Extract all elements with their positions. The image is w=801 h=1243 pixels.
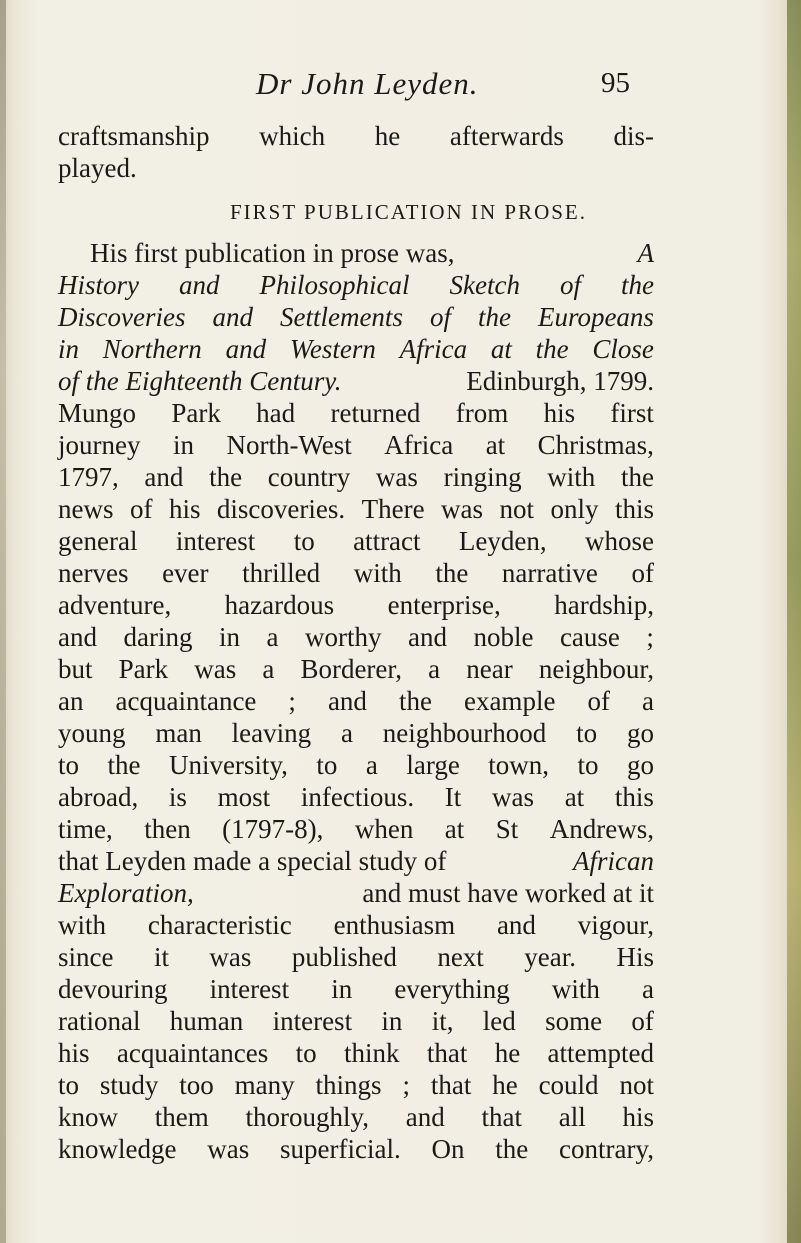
word: was xyxy=(441,494,484,524)
word: everything xyxy=(394,974,510,1004)
word: his xyxy=(543,398,576,428)
word: adventure, xyxy=(58,590,172,620)
page-right-edge xyxy=(787,0,801,1243)
word: a xyxy=(365,750,378,780)
word: ringing xyxy=(443,462,522,492)
word: leaving xyxy=(231,718,312,748)
word: interest xyxy=(272,1006,353,1036)
word: when xyxy=(354,814,414,844)
word: things xyxy=(315,1070,382,1100)
word: human xyxy=(169,1006,244,1036)
word: thoroughly, xyxy=(245,1102,369,1132)
word: and xyxy=(407,622,447,652)
word: was xyxy=(492,782,534,812)
word: the xyxy=(620,462,654,492)
text-line xyxy=(58,461,654,493)
text-line xyxy=(58,685,654,717)
word: On xyxy=(431,1134,465,1164)
word: which xyxy=(259,121,326,151)
word: of xyxy=(129,494,153,524)
word: in xyxy=(218,622,240,652)
word: Close xyxy=(592,334,654,364)
word: to xyxy=(58,750,80,780)
text-line xyxy=(58,269,654,301)
word: many xyxy=(234,1070,295,1100)
word: in xyxy=(381,1006,403,1036)
text-line xyxy=(58,749,654,781)
word: Andrews, xyxy=(549,814,654,844)
word: study xyxy=(99,1070,159,1100)
word: and xyxy=(144,462,184,492)
word: enterprise, xyxy=(387,590,501,620)
word: next xyxy=(437,942,484,972)
word: led xyxy=(482,1006,516,1036)
word: of xyxy=(631,1006,654,1036)
word: with xyxy=(353,558,402,588)
word: it, xyxy=(431,1006,454,1036)
text-line xyxy=(58,493,654,525)
word: characteristic xyxy=(147,910,292,940)
word: superficial. xyxy=(280,1134,401,1164)
word: Sketch xyxy=(449,270,520,300)
word: with xyxy=(551,974,600,1004)
text-line xyxy=(58,845,654,877)
word: in xyxy=(331,974,353,1004)
word: near xyxy=(466,654,513,684)
word: Park xyxy=(118,654,169,684)
word: the xyxy=(535,334,569,364)
text-span: His first publication in prose was, xyxy=(90,238,455,268)
text-line xyxy=(58,781,654,813)
word: published xyxy=(291,942,397,972)
text-line xyxy=(58,429,654,461)
word: think xyxy=(343,1038,400,1068)
word: some xyxy=(545,1006,603,1036)
word: to xyxy=(316,750,338,780)
word: a xyxy=(266,622,279,652)
text-line xyxy=(58,365,654,397)
text-line xyxy=(58,120,654,152)
running-head: Dr John Leyden. xyxy=(256,66,479,101)
word: a xyxy=(641,686,654,716)
word: worthy xyxy=(304,622,382,652)
word: Borderer, xyxy=(300,654,403,684)
word: general xyxy=(58,526,138,556)
word: it xyxy=(153,942,169,972)
word: Philosophical xyxy=(259,270,410,300)
word: that xyxy=(430,1070,472,1100)
word: the xyxy=(495,1134,529,1164)
page-header xyxy=(256,66,656,106)
word: a xyxy=(642,974,654,1004)
word: know xyxy=(58,1102,118,1132)
word: this xyxy=(614,782,654,812)
word: enthusiasm xyxy=(333,910,456,940)
word: attract xyxy=(353,526,421,556)
word: was xyxy=(375,462,418,492)
word: and xyxy=(179,270,220,300)
word: dis- xyxy=(613,121,654,151)
word: at xyxy=(444,814,465,844)
word: acquaintances xyxy=(116,1038,269,1068)
word: University, xyxy=(168,750,288,780)
word: the xyxy=(107,750,141,780)
word: Leyden, xyxy=(458,526,547,556)
word: to xyxy=(576,718,598,748)
word: with xyxy=(58,910,107,940)
word: of xyxy=(631,558,654,588)
word: this xyxy=(614,494,654,524)
word: to xyxy=(577,750,599,780)
word: devouring xyxy=(58,974,168,1004)
page-left-edge xyxy=(0,0,6,1243)
word: not xyxy=(619,1070,654,1100)
word: thrilled xyxy=(242,558,321,588)
italic-span: Exploration, xyxy=(58,878,194,908)
word: at xyxy=(485,430,506,460)
word: go xyxy=(627,750,654,780)
word: infectious. xyxy=(300,782,415,812)
word: his xyxy=(58,1038,90,1068)
text-line xyxy=(58,1005,654,1037)
word: with xyxy=(547,462,596,492)
word: afterwards xyxy=(449,121,564,151)
word: There xyxy=(361,494,425,524)
word: Discoveries xyxy=(58,302,186,332)
text-line xyxy=(58,301,654,333)
word: the xyxy=(209,462,243,492)
word: them xyxy=(154,1102,209,1132)
paragraph-main xyxy=(58,237,654,1165)
italic-span: of the Eighteenth Century. xyxy=(58,366,342,396)
italic-span: African xyxy=(573,846,654,876)
paragraph-continuation xyxy=(58,120,654,184)
word: neighbourhood xyxy=(382,718,547,748)
word: town, xyxy=(488,750,550,780)
word: go xyxy=(626,718,654,748)
word: time, xyxy=(58,814,113,844)
word: had xyxy=(256,398,296,428)
word: country xyxy=(267,462,351,492)
word: Africa xyxy=(384,430,454,460)
text-line: played. xyxy=(58,153,137,183)
word: of xyxy=(587,686,610,716)
word: neighbour, xyxy=(538,654,654,684)
text-line xyxy=(58,1037,654,1069)
word: at xyxy=(490,334,512,364)
word: of xyxy=(429,302,451,332)
word: ; xyxy=(646,622,654,652)
word: an xyxy=(58,686,84,716)
word: craftsmanship xyxy=(58,121,210,151)
word: not xyxy=(499,494,535,524)
word: large xyxy=(406,750,460,780)
word: It xyxy=(444,782,462,812)
text-line xyxy=(58,525,654,557)
word: he xyxy=(492,1070,518,1100)
word: St xyxy=(495,814,519,844)
word: in xyxy=(172,430,194,460)
text-line xyxy=(58,1069,654,1101)
word: journey xyxy=(58,430,141,460)
word: then xyxy=(144,814,191,844)
word: and xyxy=(327,686,367,716)
word: rational xyxy=(58,1006,141,1036)
word: Settlements xyxy=(279,302,403,332)
word: the xyxy=(620,270,654,300)
word: nerves xyxy=(58,558,129,588)
word: ; xyxy=(402,1070,410,1100)
word: a xyxy=(262,654,275,684)
word: young xyxy=(58,718,126,748)
word: he xyxy=(494,1038,521,1068)
page-number: 95 xyxy=(601,67,630,99)
word: knowledge xyxy=(58,1134,177,1164)
word: man xyxy=(155,718,202,748)
word: vigour, xyxy=(577,910,654,940)
word: the xyxy=(435,558,469,588)
text-line xyxy=(58,813,654,845)
word: contrary, xyxy=(559,1134,654,1164)
word: in xyxy=(58,334,80,364)
text-line xyxy=(58,333,654,365)
word: Western xyxy=(289,334,376,364)
word: but xyxy=(58,654,93,684)
word: Europeans xyxy=(537,302,654,332)
word: most xyxy=(217,782,271,812)
word: the xyxy=(477,302,511,332)
word: that xyxy=(426,1038,468,1068)
word: ; xyxy=(288,686,296,716)
word: interest xyxy=(175,526,256,556)
word: hazardous xyxy=(224,590,335,620)
word: that xyxy=(481,1102,522,1132)
word: a xyxy=(340,718,353,748)
word: he xyxy=(374,121,401,151)
word: 1797, xyxy=(58,462,119,492)
word: interest xyxy=(209,974,290,1004)
word: could xyxy=(538,1070,599,1100)
word: a xyxy=(428,654,441,684)
word: too xyxy=(179,1070,214,1100)
word: was xyxy=(194,654,237,684)
text-span: and must have worked at it xyxy=(362,878,654,908)
word: His xyxy=(616,942,654,972)
word: narrative xyxy=(501,558,598,588)
text-line xyxy=(58,621,654,653)
word: and xyxy=(405,1102,445,1132)
text-line xyxy=(58,397,654,429)
text-line xyxy=(58,557,654,589)
word: whose xyxy=(585,526,654,556)
word: is xyxy=(168,782,187,812)
text-line xyxy=(58,973,654,1005)
text-line xyxy=(58,1133,654,1165)
word: to xyxy=(295,1038,317,1068)
word: was xyxy=(207,1134,250,1164)
section-heading: FIRST PUBLICATION IN PROSE. xyxy=(230,200,587,224)
word: noble xyxy=(473,622,534,652)
word: to xyxy=(293,526,315,556)
word: acquaintance xyxy=(115,686,257,716)
text-line xyxy=(58,237,654,269)
word: and xyxy=(212,302,253,332)
word: and xyxy=(225,334,267,364)
word: since xyxy=(58,942,114,972)
word: from xyxy=(455,398,509,428)
word: the xyxy=(398,686,432,716)
text-line xyxy=(58,909,654,941)
word: cause xyxy=(559,622,620,652)
text-line xyxy=(58,589,654,621)
word: to xyxy=(58,1070,80,1100)
text-line xyxy=(58,877,654,909)
word: Africa xyxy=(399,334,468,364)
text-line xyxy=(58,941,654,973)
word: abroad, xyxy=(58,782,139,812)
text-span: Edinburgh, 1799. xyxy=(466,366,654,396)
word: was xyxy=(209,942,252,972)
word: of xyxy=(559,270,581,300)
word: hardship, xyxy=(554,590,654,620)
word: Mungo xyxy=(58,398,137,428)
word: at xyxy=(564,782,585,812)
word: attempted xyxy=(547,1038,654,1068)
text-line xyxy=(58,1101,654,1133)
text-line xyxy=(58,717,654,749)
text-line xyxy=(58,653,654,685)
word: and xyxy=(496,910,536,940)
text-span: that Leyden made a special study of xyxy=(58,846,447,876)
word: his xyxy=(622,1102,654,1132)
word: discoveries. xyxy=(216,494,346,524)
word: Park xyxy=(171,398,221,428)
word: ever xyxy=(162,558,209,588)
word: and xyxy=(58,622,97,652)
word: North-West xyxy=(226,430,352,460)
word: only xyxy=(550,494,599,524)
word: news xyxy=(58,494,114,524)
word: first xyxy=(610,398,654,428)
word: his xyxy=(168,494,201,524)
word: year. xyxy=(524,942,576,972)
word: Christmas, xyxy=(537,430,654,460)
word: History xyxy=(58,270,139,300)
italic-span: A xyxy=(637,238,654,268)
word: all xyxy=(558,1102,586,1132)
word: Northern xyxy=(102,334,202,364)
word: returned xyxy=(330,398,421,428)
word: (1797-8), xyxy=(222,814,324,844)
word: daring xyxy=(123,622,193,652)
word: example xyxy=(463,686,556,716)
